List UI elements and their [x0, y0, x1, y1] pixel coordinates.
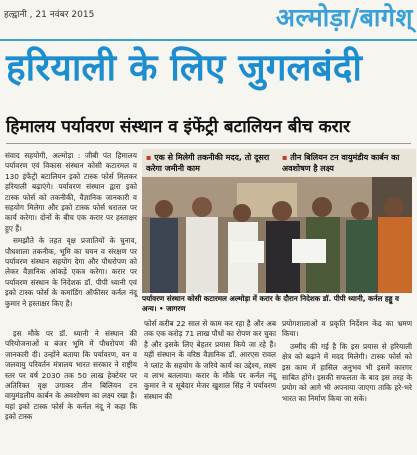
- photo-caption: पर्यावरण संस्थान कोसी कटारमल अल्मोड़ा में करार के दौरान निदेशक डॉ. पीपी ध्यानी, कर्नल हड्डू व अन्य। • जागरण: [142, 294, 400, 313]
- article-bottom-mid-column: [144, 319, 276, 404]
- article-paragraph: संवाद सहयोगी, अल्मोड़ा : जीबी पंत हिमालय पर्यावरण एवं विकास संस्थान कोसी कटारमल व 130 इंफेंट्री बटालियन इको टास्क फोर्स मिलकर हरियाली बढ़ाएंगे। पर्यावरण संस्थान द्वारा इको टास्क फोर्स को तकनीकी, वैज्ञानिक जानकारी व सहयोग मिलेगा और इको टास्क फोर्स धरातल पर कार्य करेगा। दोनों के बीच एक करार पर हस्ताक्षर हुए हैं।: [5, 151, 137, 233]
- article-bottom-right-column: [282, 319, 412, 406]
- highlight-box: [142, 149, 278, 177]
- highlight-box: [278, 149, 416, 177]
- highlight-text: तीन बिलियन टन वायुमंडीय कार्बन का अवशोषण है लक्ष्य: [282, 153, 400, 173]
- article-paragraph: इस मौके पर डॉ. ध्यानी ने संस्थान की परियोजनाओं व बंजर भूमि में पौधरोपण की जानकारी दी। उन्होंने बताया कि पर्यावरण, वन व जलवायु परिवर्तन मंत्रालय भारत सरकार ने राष्ट्रीय स्तर पर वर्ष 2030 तक 50 लाख हेक्टेयर पर अतिरिक्त वृक्ष उगाकर तीन बिलियन टन वायुमंडलीय कार्बन के अवशोषण का लक्ष्य रखा है। यहां इको टास्क फोर्स के कर्नल नंदू ने कहा कि इको टास्क: [5, 329, 137, 422]
- article-paragraph: फोर्स करीब 22 साल से काम कर रहा है और अब तक एक करोड़ 71 लाख पौधों का रोपण कर चुका है और इसके लिए बेहतर प्रयास किये जा रहे हैं। यहीं संस्थान के वरिष्ठ वैज्ञानिक डॉ. आरएस रावल ने प्लांट के सहयोग के जरिये कार्य का उद्देश्य, लक्ष्य व लाभ बतलाया। करार के मौके पर कर्नल नंदू कुमार ने व सूबेदार मेजर खुशाल सिंह ने पर्यावरण संस्थान की: [144, 319, 276, 401]
- photo-illustration: [142, 177, 412, 293]
- bullet-icon: ▪: [146, 153, 155, 162]
- news-photo: [142, 177, 412, 293]
- article-left-column: [5, 151, 137, 311]
- highlight-text: एक से मिलेगी तकनीकी मदद, तो दूसरा करेगा जमीनी काम: [146, 153, 270, 173]
- bullet-icon: ▪: [282, 153, 291, 162]
- article-paragraph: उम्मीद की गई है कि इस प्रयास से हरियाली क्षेत्र को बढ़ाने में मदद मिलेगी। टास्क फोर्स को इस काम में हासिल अनुभव भी इसमें कारगर साबित होंगे। इसकी सफलता के बाद इस तरह के प्रयोग को आगे भी अपनाया जाएगा ताकि हरे-भरे भारत का निर्माण किया जा सके।: [282, 341, 412, 403]
- section-title: अल्मोड़ा/बागेश्: [275, 3, 413, 32]
- article-paragraph: प्रयोगशालाओं व प्रकृति निर्देशन केंद्र का भ्रमण किया।: [282, 319, 412, 339]
- article-paragraph: समझौते के तहत वृक्ष प्रजातियों के चुनाव, पौधशाला तकनीक, भूमि का चयन व संरक्षण पर पर्यावरण संस्थान सहयोग देगा और पौधरोपण को लेकर वैज्ञानिक आंकड़े एकत्र करेगा। करार पर पर्यावरण संस्थान के निदेशक डॉ. पीपी ध्यानी एवं इको टास्क फोर्स के कमांडिंग ऑफीसर कर्नल नंदू कुमार ने हस्ताक्षर किए हैं।: [5, 236, 137, 308]
- headline: हरियाली के लिए जुगलबंदी: [6, 46, 362, 89]
- header-divider: [0, 39, 417, 41]
- dateline: हल्द्वानी , 21 नवंबर 2015: [4, 10, 95, 20]
- subhead-divider: [6, 143, 411, 144]
- subheadline: हिमालय पर्यावरण संस्थान व इंफेंट्री बटालियन बीच करार: [6, 117, 350, 137]
- article-bottom-left-column: [5, 329, 137, 425]
